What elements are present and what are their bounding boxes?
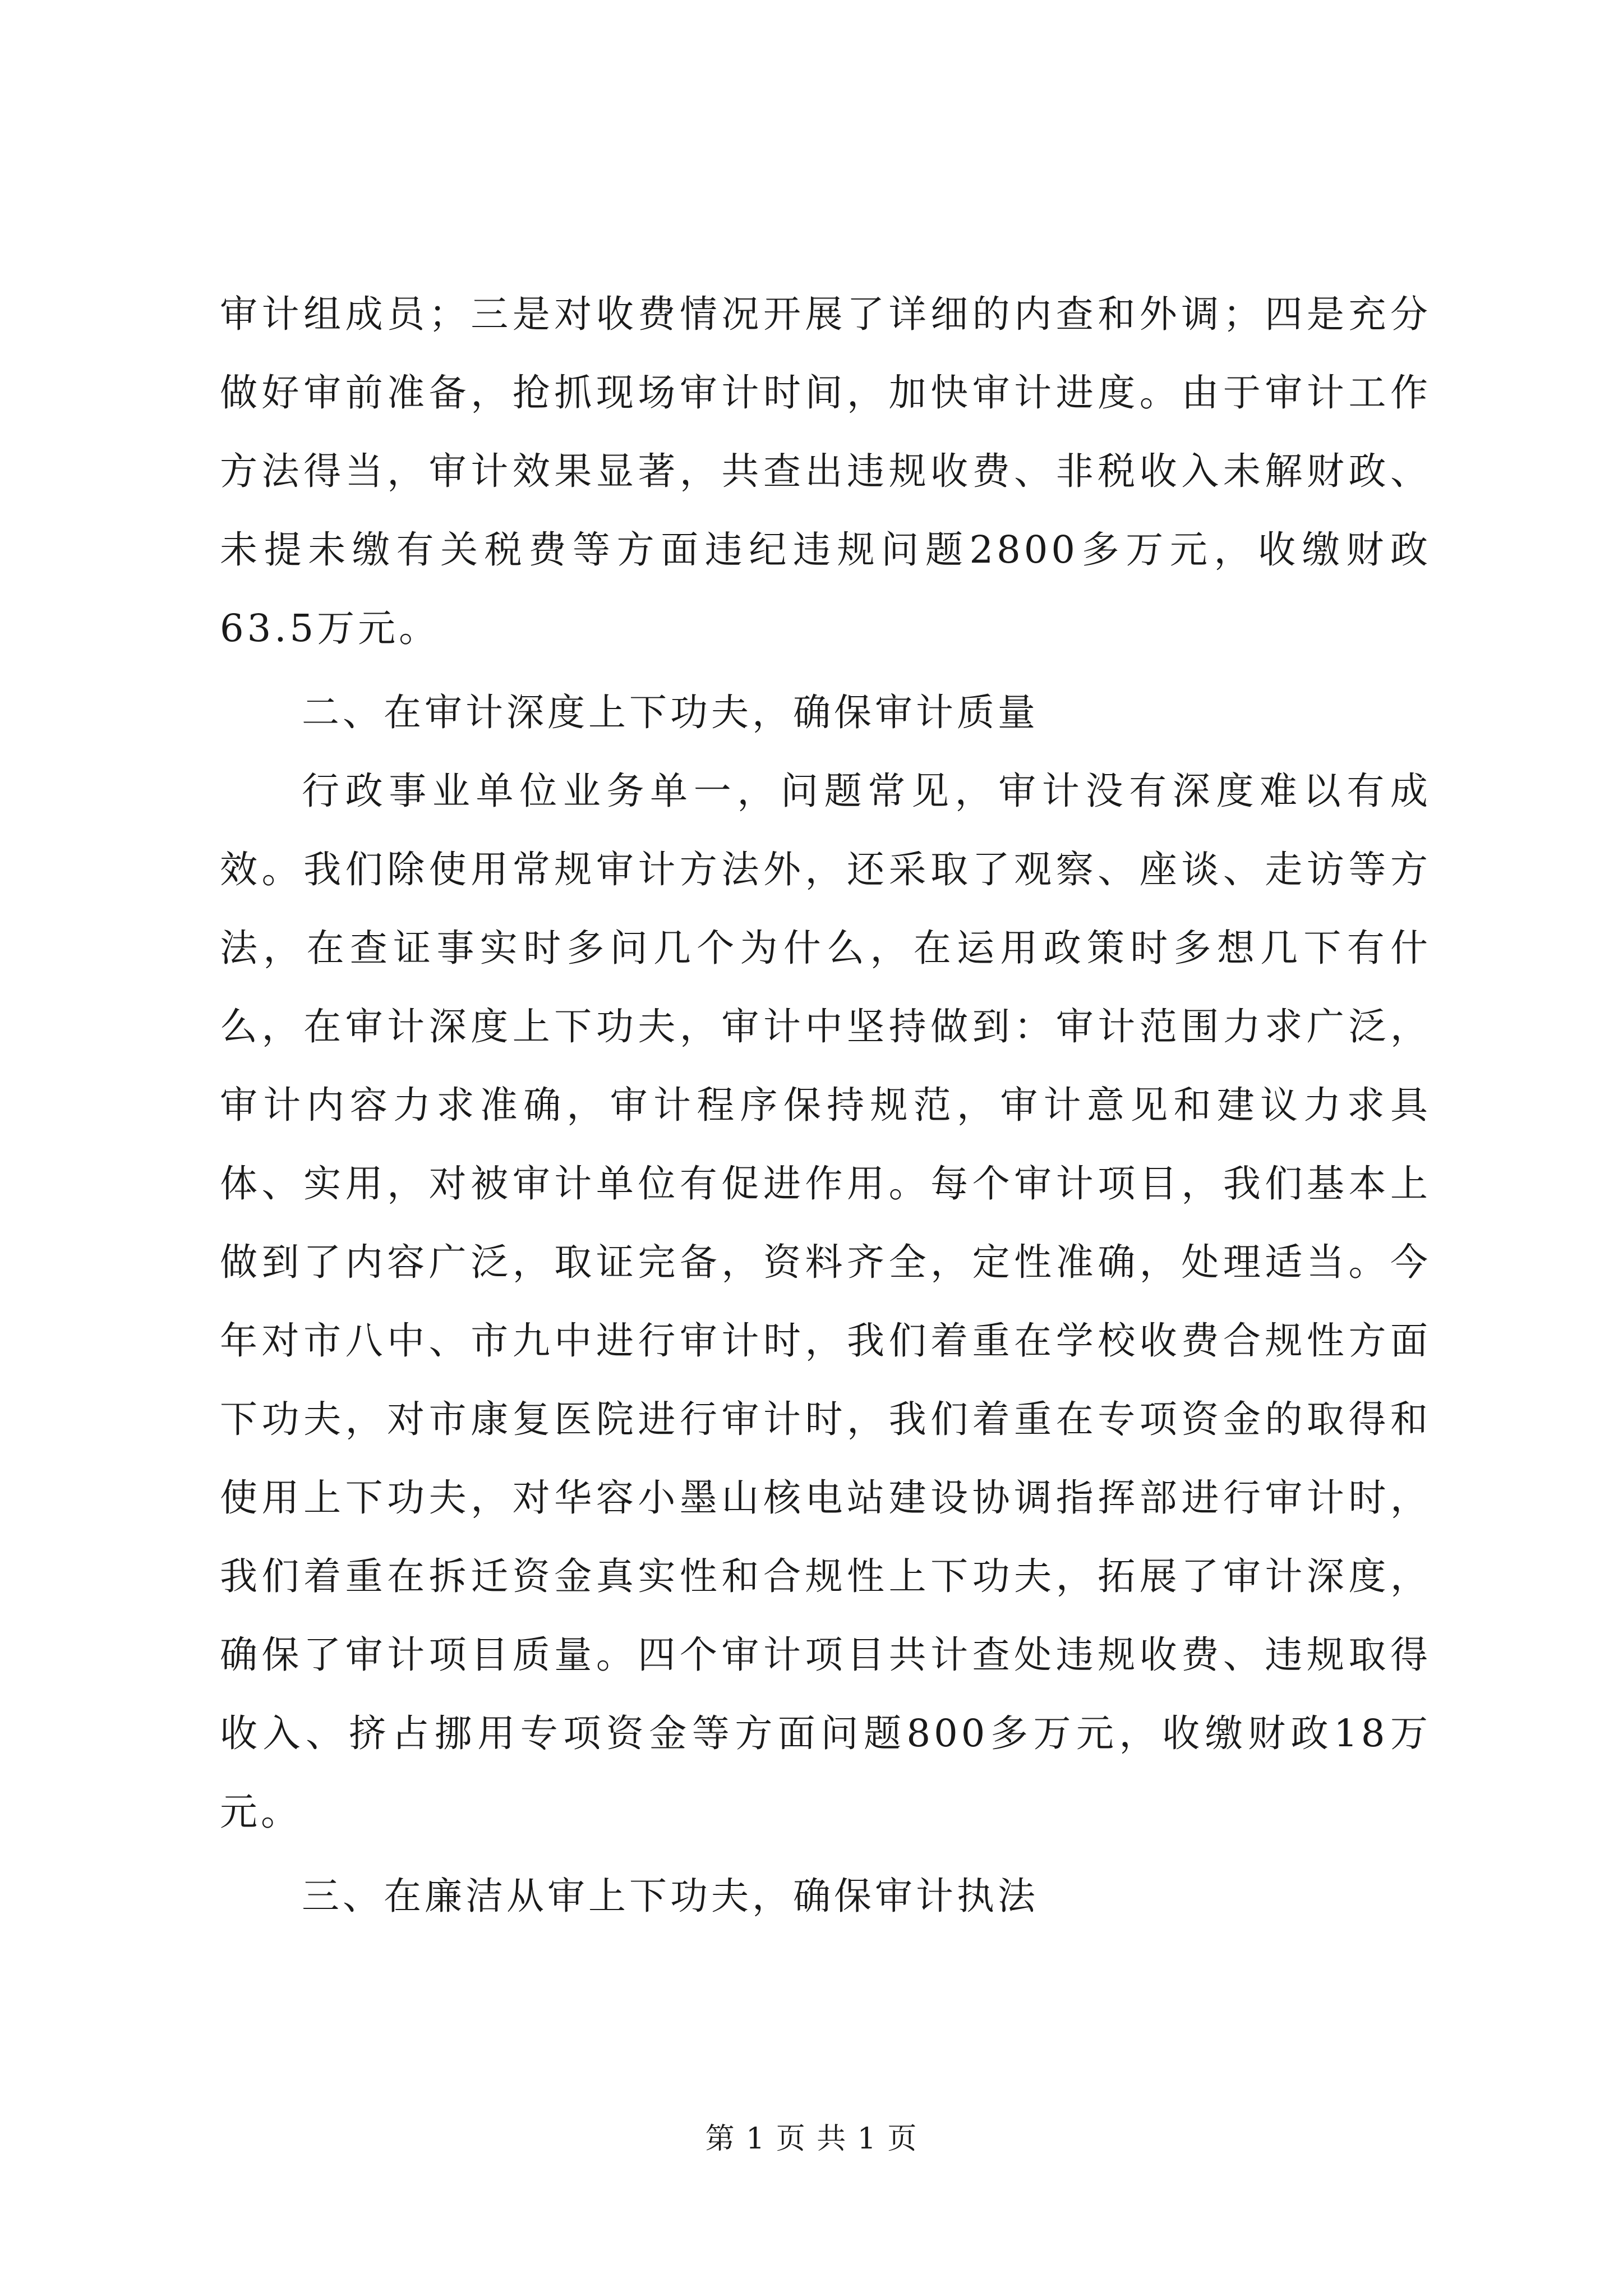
document-body — [220, 275, 1431, 1935]
paragraph-body: 行政事业单位业务单一，问题常见，审计没有深度难以有成效。我们除使用常规审计方法外，还采取了观察、座谈、走访等方法，在查证事实时多问几个为什么，在运用政策时多想几下有什么，在审计深度上下功夫，审计中坚持做到：审计范围力求广泛，审计内容力求准确，审计程序保持规范，审计意见和建议力求具体、实用，对被审计单位有促进作用。每个审计项目，我们基本上做到了内容广泛，取证完备，资料齐全，定性准确，处理适当。今年对市八中、市九中进行审计时，我们着重在学校收费合规性方面下功夫，对市康复医院进行审计时，我们着重在专项资金的取得和使用上下功夫，对华容小墨山核电站建设协调指挥部进行审计时，我们着重在拆迁资金真实性和合规性上下功夫，拓展了审计深度，确保了审计项目质量。四个审计项目共计查处违规收费、违规取得收入、挤占挪用专项资金等方面问题800多万元，收缴财政18万元。 — [220, 769, 1431, 1834]
section-heading-3: 三、在廉洁从审上下功夫，确保审计执法 — [302, 1874, 1039, 1918]
page-footer: 第 1 页 共 1 页 — [705, 2122, 918, 2156]
section-heading-2: 二、在审计深度上下功夫，确保审计质量 — [302, 691, 1039, 734]
paragraph-continuation: 审计组成员；三是对收费情况开展了详细的内查和外调；四是充分做好审前准备，抢抓现场审计时间，加快审计进度。由于审计工作方法得当，审计效果显著，共查出违规收费、非税收入未解财政、未提未缴有关税费等方面违纪违规问题2800多万元，收缴财政63.5万元。 — [220, 292, 1431, 650]
